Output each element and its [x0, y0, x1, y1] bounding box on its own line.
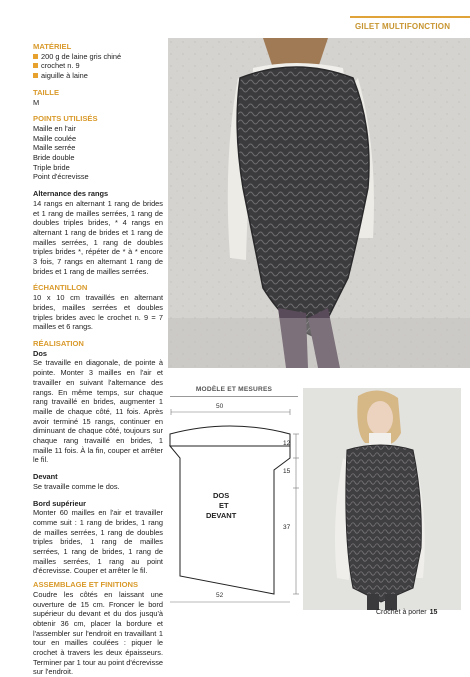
model-back-illustration [168, 38, 470, 368]
points-item: Point d'écrevisse [33, 172, 89, 182]
pattern-diagram [168, 398, 303, 604]
header-title: GILET MULTIFONCTION [355, 22, 451, 31]
model-front-illustration [303, 388, 461, 610]
assemblage-title: ASSEMBLAGE ET FINITIONS [33, 580, 139, 590]
label-top: 50 [216, 403, 224, 410]
devant-text: Se travaille comme le dos. [33, 481, 120, 491]
diagram-rule [170, 396, 298, 397]
alternance-text: 14 rangs en alternant 1 rang de brides et 1 rang de mailles serrées, 1 rang de doubles triples brides, * 4 rangs en alternant 1 rang de brides et 1 rang de mailles serrées, 1 rang de doubles triples brides *, répéter de * à * encore 3 fois, 7 rangs en alternant 1 rang de brides et 1 rang de mailles serrées. [33, 198, 163, 276]
assemblage-text: Coudre les côtés en laissant une ouverture de 15 cm. Froncer le bord supérieur du devant et du dos jusqu'à obtenir 36 cm, placer la bordure et l'assembler sur l'endroit en travaillant 1 tour en mailles coulées : piquer le crochet à travers les deux épaisseurs. Terminer par 1 tour au point d'écrevisse sur l'endroit. [33, 589, 163, 677]
taille-value: M [33, 97, 40, 107]
bord-text: Monter 60 mailles en l'air et travailler comme suit : 1 rang de brides, 1 rang de mailles serrées, 1 rang de doubles triples brides, 1 rang de mailles serrées, 1 rang de brides, 1 rang de mailles serrées, 1 rang au point d'écrevisse. Couper et arrêter le fil. [33, 508, 163, 576]
materiel-item: 200 g de laine gris chiné [33, 52, 163, 62]
points-item: Bride double [33, 153, 75, 163]
points-item: Triple bride [33, 162, 70, 172]
label-bottom: 52 [216, 592, 224, 599]
realisation-title: RÉALISATION [33, 338, 84, 348]
points-item: Maille en l'air [33, 123, 76, 133]
dos-text: Se travaille en diagonale, de pointe à pointe. Monter 3 mailles en l'air et travailler en suivant l'alternance des rangs. En même temps, sur chaque rang travaillé en brides, augmenter 1 maille de chaque côté, 11 fois. Après avoir terminé 15 rangs, continuer en diminuant de chaque côté, toujours sur chaque rang travaillé en brides, 1 maille 11 fois. À la fin, couper et arrêter le fil. [33, 358, 163, 465]
bullet-square-icon [33, 73, 38, 78]
footer-title: Crochet à porter [376, 609, 427, 616]
dos-title: Dos [33, 348, 47, 358]
alternance-title: Alternance des rangs [33, 189, 109, 199]
model-front-photo [303, 388, 461, 610]
page-footer [376, 609, 437, 616]
diagram-title: MODÈLE ET MESURES [195, 386, 273, 393]
center-label-devant: DEVANT [206, 511, 237, 520]
points-title: POINTS UTILISÉS [33, 114, 98, 124]
model-back-photo [168, 38, 470, 368]
header-rule [350, 16, 470, 18]
bord-title: Bord supérieur [33, 498, 86, 508]
instructions-column [33, 42, 163, 677]
materiel-title: MATÉRIEL [33, 42, 72, 51]
label-right-15: 15 [283, 468, 291, 475]
page-number: 15 [429, 609, 438, 616]
center-label-et: ET [219, 501, 229, 510]
points-item: Maille serrée [33, 143, 76, 153]
echantillon-text: 10 x 10 cm travaillés en alternant brides, mailles serrées et doubles triples brides avec le crochet n. 9 = 7 mailles et 6 rangs. [33, 293, 163, 332]
taille-title: TAILLE [33, 87, 60, 97]
bullet-square-icon [33, 54, 38, 59]
center-label-dos: DOS [213, 491, 230, 500]
materiel-item: aiguille à laine [33, 71, 163, 81]
label-right-12: 12 [283, 440, 291, 447]
label-right-37: 37 [283, 524, 291, 531]
points-item: Maille coulée [33, 133, 77, 143]
devant-title: Devant [33, 472, 58, 482]
top-bar [0, 0, 470, 24]
bullet-square-icon [33, 63, 38, 68]
echantillon-title: ÉCHANTILLON [33, 283, 88, 293]
materiel-item: crochet n. 9 [33, 61, 163, 71]
